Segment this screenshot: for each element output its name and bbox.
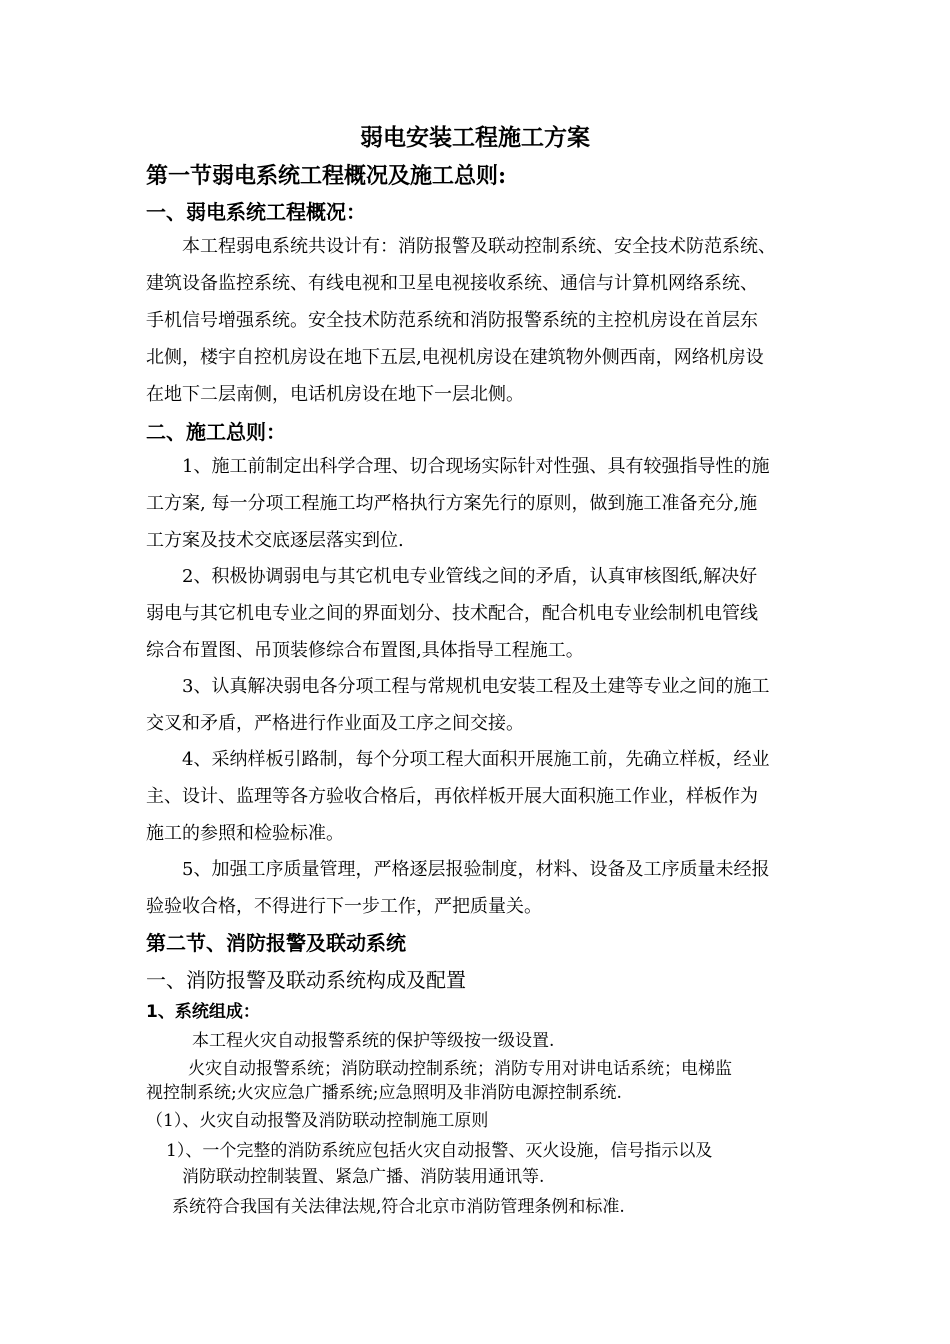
principles-line: 1、施工前制定出科学合理、切合现场实际针对性强、具有较强指导性的施: [182, 456, 770, 477]
principles-line: 主、设计、监理等各方验收合格后，再依样板开展大面积施工作业，样板作为: [146, 786, 758, 807]
principles-line: 验验收合格，不得进行下一步工作，严把质量关。: [146, 896, 542, 917]
overview-line: 北侧，楼宇自控机房设在地下五层,电视机房设在建筑物外侧西南，网络机房设: [146, 347, 764, 368]
overview-heading: 一、弱电系统工程概况：: [146, 200, 366, 224]
overview-line: 手机信号增强系统。安全技术防范系统和消防报警系统的主控机房设在首层东: [146, 310, 758, 331]
principles-line: 施工的参照和检验标准。: [146, 823, 344, 844]
composition-heading: 1、系统组成：: [146, 1002, 260, 1022]
principles-line: 2、积极协调弱电与其它机电专业管线之间的矛盾，认真审核图纸,解决好: [182, 566, 758, 587]
principles-line: 综合布置图、吊顶装修综合布置图,具体指导工程施工。: [146, 640, 584, 661]
composition-line: （1）、火灾自动报警及消防联动控制施工原则: [146, 1111, 489, 1131]
overview-line: 在地下二层南侧，电话机房设在地下一层北侧。: [146, 384, 524, 405]
composition-line: 火灾自动报警系统；消防联动控制系统；消防专用对讲电话系统；电梯监: [188, 1059, 732, 1079]
section-2-subheading: 一、消防报警及联动系统构成及配置: [146, 968, 466, 992]
composition-line: 本工程火灾自动报警系统的保护等级按一级设置.: [192, 1031, 555, 1051]
principles-line: 3、认真解决弱电各分项工程与常规机电安装工程及土建等专业之间的施工: [182, 676, 770, 697]
overview-line: 建筑设备监控系统、有线电视和卫星电视接收系统、通信与计算机网络系统、: [146, 273, 758, 294]
section-2-heading: 第二节、消防报警及联动系统: [146, 931, 406, 955]
principles-line: 交叉和矛盾，严格进行作业面及工序之间交接。: [146, 713, 524, 734]
section-1-heading: 第一节弱电系统工程概况及施工总则:: [146, 163, 507, 189]
overview-line: 本工程弱电系统共设计有：消防报警及联动控制系统、安全技术防范系统、: [182, 236, 776, 257]
principles-line: 5、加强工序质量管理，严格逐层报验制度，材料、设备及工序质量未经报: [182, 859, 770, 880]
principles-line: 工方案及技术交底逐层落实到位.: [146, 530, 404, 551]
principles-line: 弱电与其它机电专业之间的界面划分、技术配合，配合机电专业绘制机电管线: [146, 603, 758, 624]
document-title: 弱电安装工程施工方案: [360, 124, 590, 151]
composition-line: 视控制系统;火灾应急广播系统;应急照明及非消防电源控制系统.: [146, 1083, 622, 1103]
principles-line: 4、采纳样板引路制，每个分项工程大面积开展施工前，先确立样板，经业: [182, 749, 770, 770]
composition-line: 1）、一个完整的消防系统应包括火灾自动报警、灭火设施，信号指示以及: [166, 1141, 713, 1161]
composition-line: 消防联动控制装置、紧急广播、消防装用通讯等.: [182, 1167, 545, 1187]
principles-line: 工方案, 每一分项工程施工均严格执行方案先行的原则，做到施工准备充分,施: [146, 493, 758, 514]
principles-heading: 二、施工总则：: [146, 420, 286, 444]
composition-line: 系统符合我国有关法律法规,符合北京市消防管理条例和标准.: [172, 1197, 625, 1217]
